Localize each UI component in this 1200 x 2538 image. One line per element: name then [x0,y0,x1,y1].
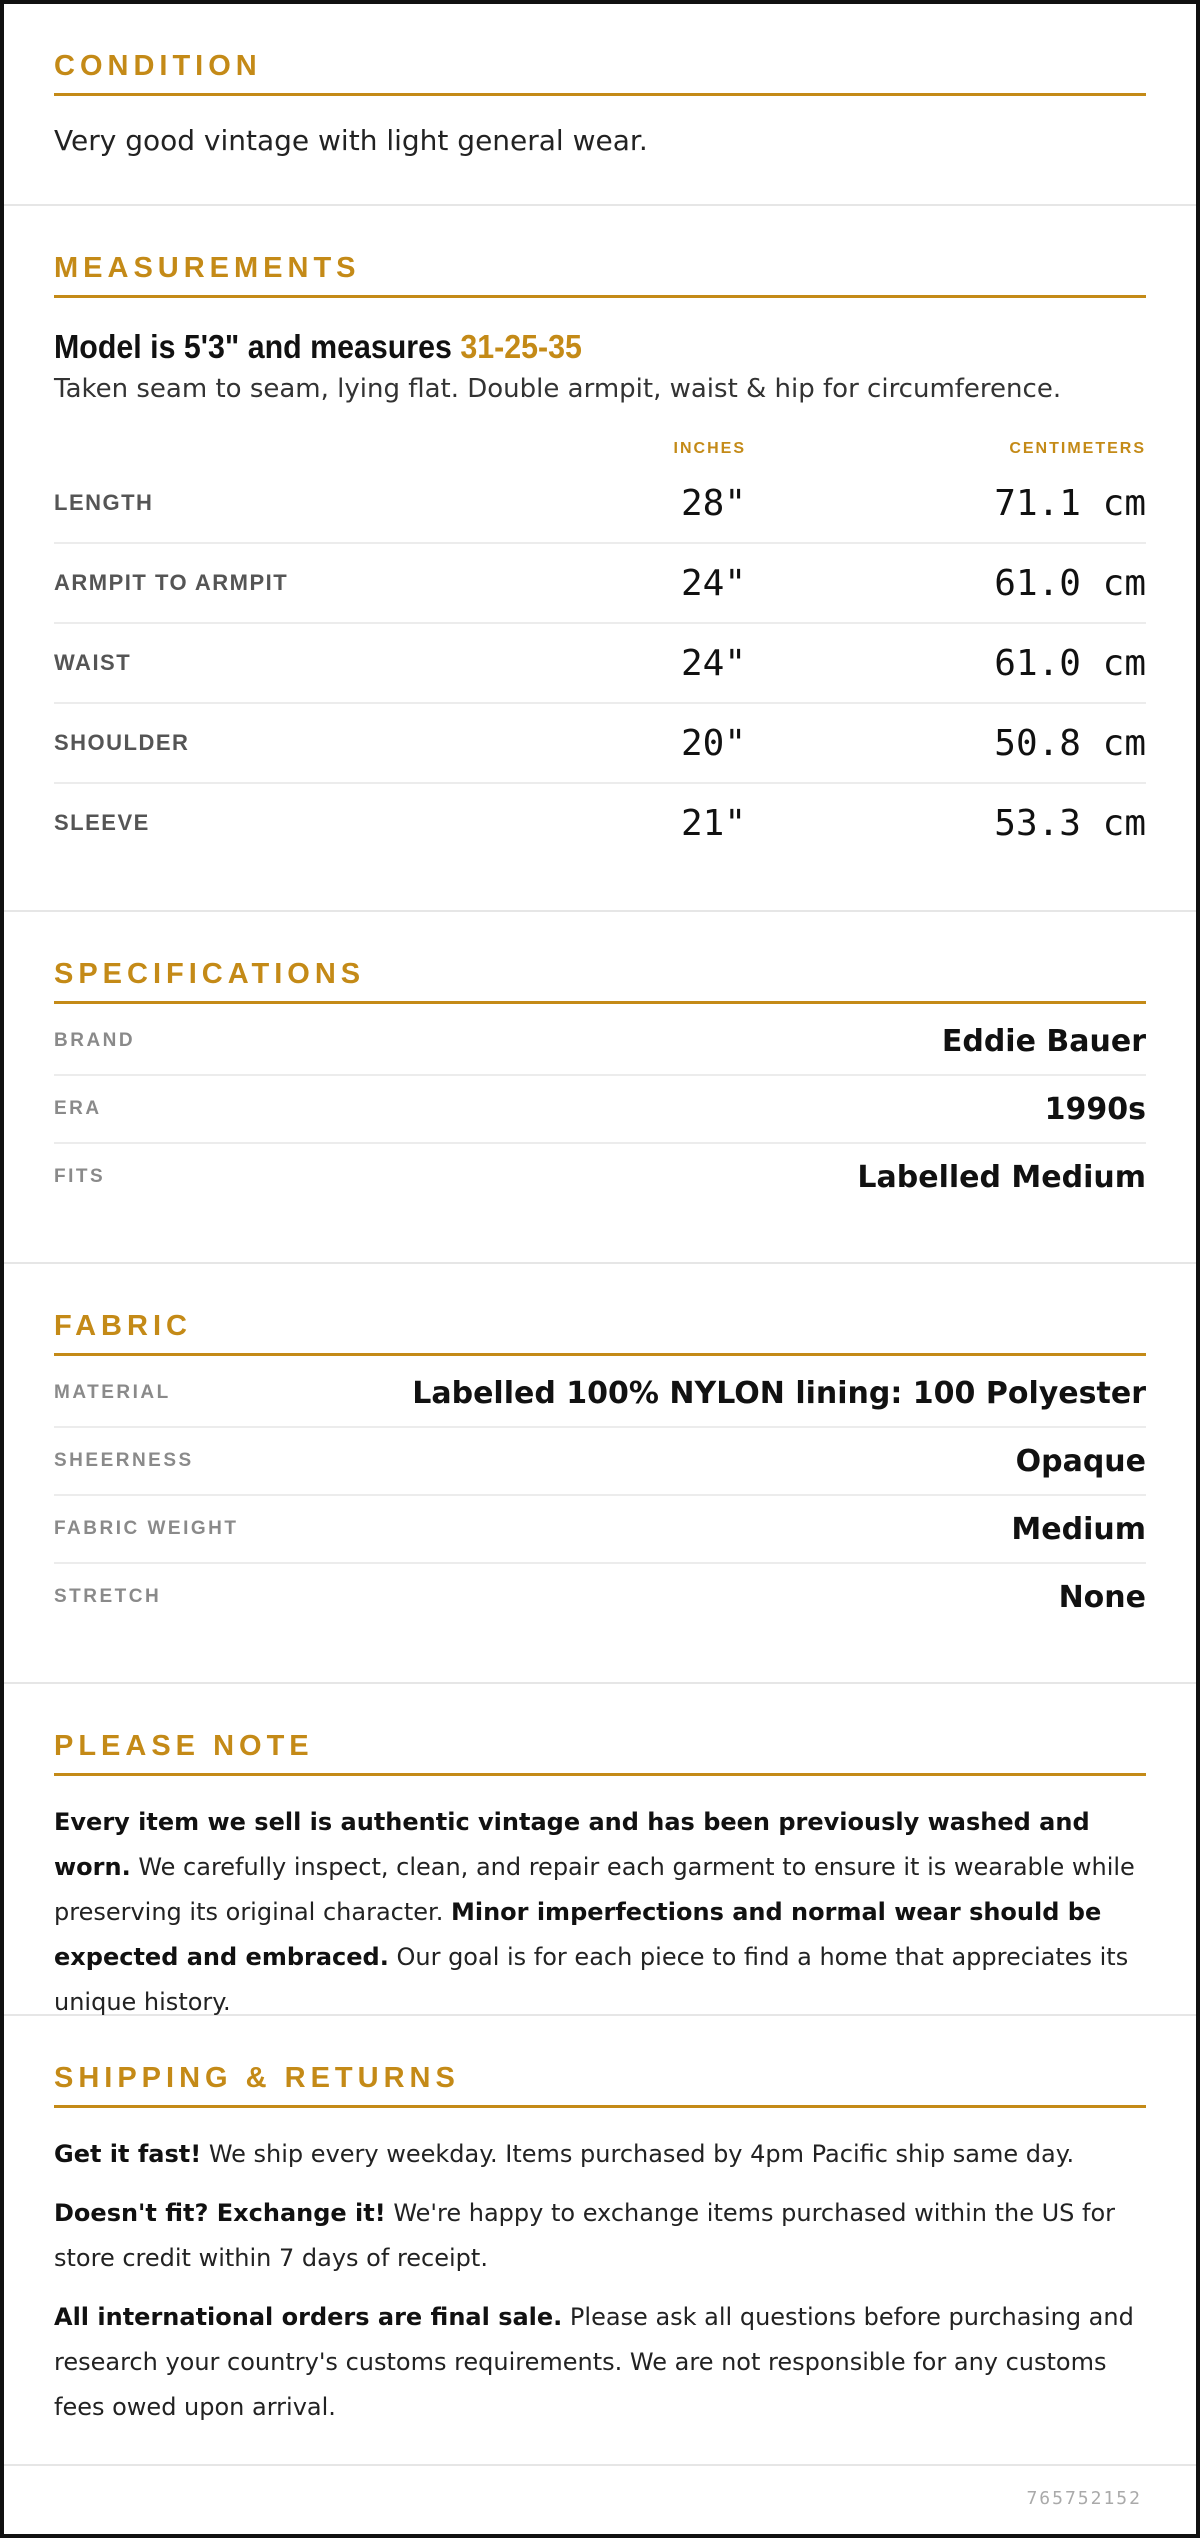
spec-row-brand [54,1008,1146,1076]
fabric-label: MATERIAL [54,1382,171,1403]
fabric-value: Medium [1011,1511,1146,1547]
measurement-cm: 61.0 cm [994,562,1146,604]
measurements-section [4,206,1196,912]
measurement-label: SLEEVE [54,810,150,835]
fabric-row-material [54,1360,1146,1428]
product-id: 765752152 [1026,2488,1142,2509]
measurement-row [54,464,1146,544]
specifications-heading: SPECIFICATIONS [54,958,1146,1004]
shipping-body: We ship every weekday. Items purchased by 4pm Pacific ship same day. [201,2140,1075,2168]
fabric-row-sheerness [54,1428,1146,1496]
measurement-cm: 71.1 cm [994,482,1146,524]
specifications-list [54,1008,1146,1210]
measurements-table [54,464,1146,862]
shipping-bold: Get it fast! [54,2140,202,2168]
specifications-section [4,912,1196,1264]
spec-value: Eddie Bauer [941,1023,1146,1059]
model-measures-line [54,328,1059,366]
note-text-2: Our goal is for each piece to find a home that appreciates its unique history. [54,1943,1129,2016]
fabric-value: Labelled 100% NYLON lining: 100 Polyester [412,1375,1146,1411]
measurement-cm: 50.8 cm [994,722,1146,764]
spec-label: FITS [54,1166,106,1187]
condition-heading: CONDITION [54,50,1146,96]
note-bold-2: Minor imperfections and normal wear should be expected and embraced. [54,1898,1102,1971]
fabric-row-weight [54,1496,1146,1564]
measurements-table-header [54,434,1146,464]
measurement-inches: 21" [680,802,746,844]
measurements-heading: MEASUREMENTS [54,252,1146,298]
measurement-row [54,624,1146,704]
measurement-inches: 24" [680,642,746,684]
note-text-1: We carefully inspect, clean, and repair each garment to ensure it is wearable while preserving its original character. [54,1853,1135,1926]
shipping-body: We're happy to exchange items purchased within the US for store credit within 7 days of receipt. [54,2199,1116,2272]
fabric-label: FABRIC WEIGHT [54,1518,239,1539]
shipping-heading: SHIPPING & RETURNS [54,2062,1146,2108]
measurement-label: WAIST [54,650,132,675]
note-bold-1: Every item we sell is authentic vintage and has been previously washed and worn. [54,1808,1090,1881]
measurement-inches: 20" [680,722,746,764]
measurement-row [54,544,1146,624]
shipping-paragraph-international [54,2295,1146,2430]
please-note-section [4,1684,1196,2016]
spec-value: Labelled Medium [857,1159,1146,1195]
measurement-label: LENGTH [54,490,154,515]
spec-value: 1990s [1044,1091,1146,1127]
shipping-section [4,2016,1196,2466]
measurement-label: SHOULDER [54,730,190,755]
shipping-paragraph-speed [54,2132,1146,2177]
spec-row-fits [54,1144,1146,1210]
centimeters-column-header: CENTIMETERS [1009,440,1146,457]
model-measures-value: 31-25-35 [460,328,582,365]
shipping-body: Please ask all questions before purchasing and research your country's customs requirements. We are not responsible for any customs fees owed upon arrival. [54,2303,1134,2421]
measurement-cm: 61.0 cm [994,642,1146,684]
shipping-bold: All international orders are final sale. [54,2303,563,2331]
measurement-label: ARMPIT TO ARMPIT [54,570,289,595]
fabric-section [4,1264,1196,1684]
shipping-text [54,2132,1146,2430]
please-note-text [54,1800,1146,2025]
spec-label: ERA [54,1098,102,1119]
condition-text: Very good vintage with light general wear. [54,124,648,157]
inches-column-header: INCHES [673,440,746,457]
measurement-row [54,784,1146,862]
model-measures-prefix: Model is 5'3" and measures [54,328,461,365]
shipping-paragraph-exchange [54,2191,1146,2281]
fabric-row-stretch [54,1564,1146,1630]
condition-section [4,4,1196,206]
fabric-label: SHEERNESS [54,1450,194,1471]
shipping-bold: Doesn't fit? Exchange it! [54,2199,386,2227]
please-note-heading: PLEASE NOTE [54,1730,1146,1776]
spec-label: BRAND [54,1030,136,1051]
measurement-method-note: Taken seam to seam, lying flat. Double armpit, waist & hip for circumference. [54,374,1062,404]
spec-row-era [54,1076,1146,1144]
fabric-value: None [1058,1579,1146,1615]
fabric-label: STRETCH [54,1586,162,1607]
fabric-list [54,1360,1146,1630]
fabric-heading: FABRIC [54,1310,1146,1356]
measurement-cm: 53.3 cm [994,802,1146,844]
measurement-inches: 24" [680,562,746,604]
measurement-inches: 28" [680,482,746,524]
fabric-value: Opaque [1015,1443,1146,1479]
measurement-row [54,704,1146,784]
